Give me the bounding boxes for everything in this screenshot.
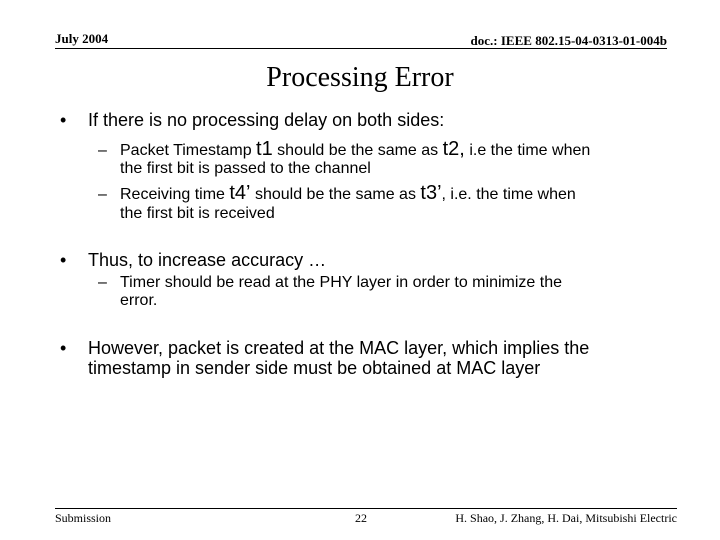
bullet-3-line1: However, packet is created at the MAC layer, which implies the xyxy=(88,338,590,358)
bullet-2-text: Thus, to increase accuracy … xyxy=(88,250,327,270)
sub-bullet-1-2-line2: the first bit is received xyxy=(120,205,275,222)
bullet-marker: • xyxy=(60,250,67,270)
sub-bullet-1-1-line1 xyxy=(120,140,590,160)
header-rule xyxy=(55,48,667,49)
sub-bullet-1-1-line2: the first bit is passed to the channel xyxy=(120,160,371,177)
sub-text-part: should be the same as xyxy=(272,142,443,159)
sub-bullet-2-1-line1: Timer should be read at the PHY layer in order to minimize the xyxy=(120,274,562,291)
sub-bullet-1-2-line1 xyxy=(120,184,576,204)
header-date: July 2004 xyxy=(55,31,109,46)
variable-t2: t2, xyxy=(442,138,465,160)
footer-authors: H. Shao, J. Zhang, H. Dai, Mitsubishi Electric xyxy=(455,511,677,525)
footer-rule xyxy=(55,508,677,509)
sub-text-part: , i.e. the time when xyxy=(441,186,576,203)
variable-t3-prime: t3’ xyxy=(420,182,442,204)
sub-text-part: Receiving time xyxy=(120,186,230,203)
variable-t4-prime: t4’ xyxy=(229,182,251,204)
header-doc-id: doc.: IEEE 802.15-04-0313-01-004b xyxy=(470,33,667,48)
slide-title: Processing Error xyxy=(266,62,454,93)
footer-submission: Submission xyxy=(55,511,112,525)
dash-marker: – xyxy=(98,274,107,291)
sub-bullet-2-1-line2: error. xyxy=(120,292,158,309)
bullet-1-text: If there is no processing delay on both sides: xyxy=(88,110,445,130)
variable-t1: t1 xyxy=(256,138,273,160)
sub-text-part: i.e the time when xyxy=(464,142,591,159)
sub-text-part: should be the same as xyxy=(250,186,421,203)
sub-text-part: Packet Timestamp xyxy=(120,142,257,159)
dash-marker: – xyxy=(98,186,107,203)
bullet-marker: • xyxy=(60,338,67,358)
bullet-marker: • xyxy=(60,110,67,130)
bullet-3-line2: timestamp in sender side must be obtained at MAC layer xyxy=(88,358,541,378)
footer-page-number: 22 xyxy=(355,511,367,525)
dash-marker: – xyxy=(98,142,107,159)
